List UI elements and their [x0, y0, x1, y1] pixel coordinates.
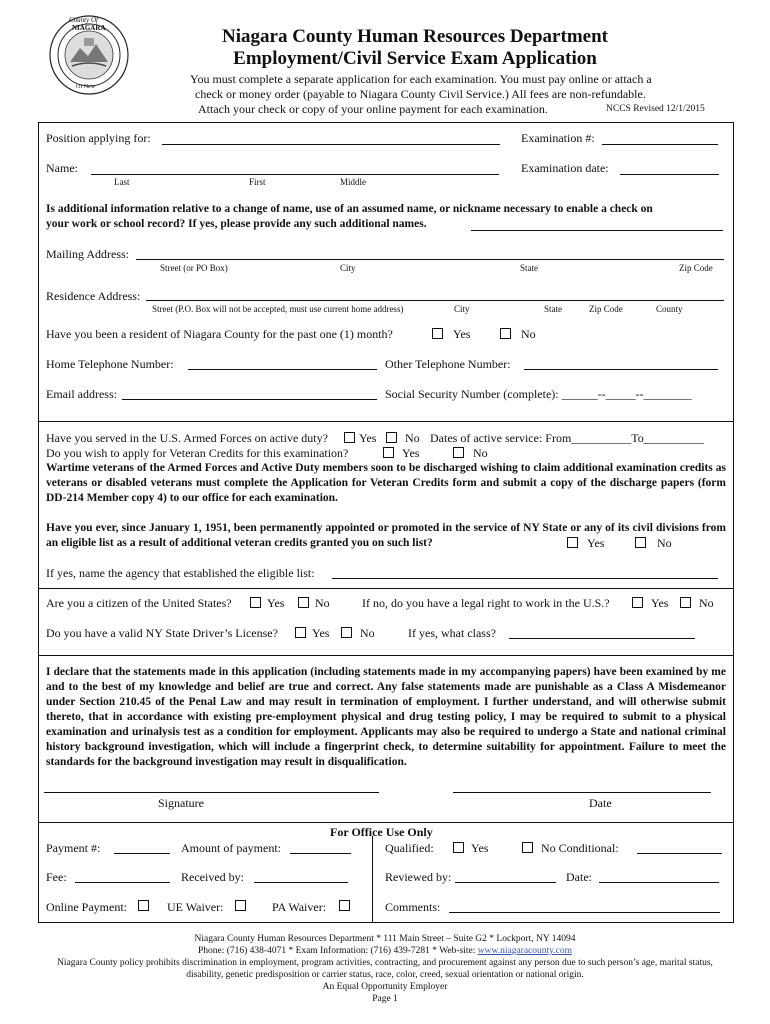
served-no-label: No [405, 431, 420, 445]
online-payment-label: Online Payment: [46, 900, 127, 914]
work-yes-label: Yes [651, 596, 669, 610]
section-divider-3 [38, 655, 734, 656]
agency-question: If yes, name the agency that established the eligible list: [46, 566, 315, 580]
resident-no-checkbox[interactable] [500, 328, 511, 339]
exam-number-label: Examination #: [521, 131, 595, 145]
signature-field[interactable] [44, 792, 379, 793]
agency-field[interactable] [332, 578, 718, 579]
intro-line-2: check or money order (payable to Niagara County Civil Service.) All fees are non-refundable. [195, 87, 646, 101]
served-yes-checkbox[interactable] [344, 432, 355, 443]
office-vertical-divider [372, 836, 373, 923]
footer-policy-1: Niagara County policy prohibits discrimination in employment, program activities, contracting, and procurement against any person due to such person’s age, marital status, [57, 958, 713, 968]
pa-waiver-checkbox[interactable] [339, 900, 350, 911]
footer-contact [0, 946, 770, 956]
residence-street-caption: Street (P.O. Box will not be accepted, must use current home address) [152, 304, 404, 314]
section-divider-1 [38, 421, 734, 422]
qualified-no-conditional-label: No Conditional: [541, 841, 619, 855]
revised-note: NCCS Revised 12/1/2015 [606, 104, 705, 114]
footer-policy-2: disability, genetic predisposition or carrier status, race, color, creed, sexual orientation or national origin. [186, 970, 584, 980]
credits-no-checkbox[interactable] [453, 447, 464, 458]
wartime-veterans-notice: Wartime veterans of the Armed Forces and Active Duty members soon to be discharged wishing to claim additional examination credits as veterans or disabled veterans must complete the Application for Veteran Credits form and submit a copy of the discharge papers (form DD-214 Member copy 4) to our office for each examination. [46, 462, 726, 504]
qualified-label: Qualified: [385, 841, 434, 855]
served-yes-label: Yes [359, 431, 377, 445]
footer-phone-text: Phone: (716) 438-4071 * Exam Information: (716) 439-7281 * Web-site: [197, 946, 476, 956]
ssn-label: Social Security Number (complete): ______--_____--________ [385, 387, 692, 401]
residence-city-caption: City [454, 304, 470, 314]
permanent-no-label: No [654, 536, 675, 551]
permanent-appointment-question: Have you ever, since January 1, 1951, been permanently appointed or promoted in the service of NY State or any of its civil divisions from an eligible list as a result of additional veteran credits granted you on such list? [46, 522, 726, 549]
form-title-1: Niagara County Human Resources Department [222, 26, 608, 47]
citizen-question: Are you a citizen of the United States? [46, 596, 232, 610]
residence-state-caption: State [544, 304, 562, 314]
license-question: Do you have a valid NY State Driver’s License? [46, 626, 278, 640]
seal-text-top: County Of [69, 16, 98, 24]
payment-number-field[interactable] [114, 853, 170, 854]
additional-info-question-2: your work or school record? If yes, please provide any such additional names. [46, 218, 427, 230]
reviewed-by-label: Reviewed by: [385, 870, 452, 884]
mailing-state-caption: State [520, 263, 538, 273]
other-phone-label: Other Telephone Number: [385, 357, 511, 371]
mailing-city-caption: City [340, 263, 356, 273]
fee-label: Fee: [46, 870, 67, 884]
credits-yes-label: Yes [402, 446, 420, 460]
permanent-yes-checkbox[interactable] [567, 537, 578, 548]
served-no-checkbox[interactable] [386, 432, 397, 443]
email-label: Email address: [46, 387, 117, 401]
form-title-2: Employment/Civil Service Exam Application [233, 48, 597, 69]
footer-eoe: An Equal Opportunity Employer [322, 982, 448, 992]
permanent-no-checkbox[interactable] [635, 537, 646, 548]
service-dates: Dates of active service: From__________To__________ [430, 431, 704, 445]
resident-yes-checkbox[interactable] [432, 328, 443, 339]
license-no-label: No [360, 626, 375, 640]
name-field[interactable] [91, 174, 499, 175]
other-phone-field[interactable] [524, 369, 718, 370]
mailing-street-caption: Street (or PO Box) [160, 263, 228, 273]
citizen-yes-checkbox[interactable] [250, 597, 261, 608]
residence-address-field[interactable] [146, 300, 724, 301]
name-middle-caption: Middle [340, 177, 366, 187]
work-no-label: No [699, 596, 714, 610]
license-yes-checkbox[interactable] [295, 627, 306, 638]
footer-address: Niagara County Human Resources Department * 111 Main Street – Suite G2 * Lockport, NY 14094 [194, 934, 576, 944]
position-label: Position applying for: [46, 131, 151, 145]
residence-address-label: Residence Address: [46, 289, 141, 303]
exam-date-label: Examination date: [521, 161, 609, 175]
office-date-label: Date: [566, 870, 592, 884]
payment-number-label: Payment #: [46, 841, 101, 855]
seal-text-mid: NIAGARA [72, 24, 106, 32]
declaration-text: I declare that the statements made in this application (including statements made in my accompanying papers) have been examined by me and to the best of my knowledge and belief are true and correct. Any false statements made are punishable as a Class A Misdemeanor under Section 210.45 of the Penal Law and may result in termination of employment. I further understand, and will otherwise submit thereto, that in accordance with existing pre-employment physical and drug testing policy, I may be required to submit to a physical examination and urinalysis test as a condition for employment. Applicants may also be required to undergo a State and national criminal history background investigation, which will include a fingerprint check, to determine suitability for appointment. Failure to meet the standards for the background investigation may result in disqualification. [46, 666, 726, 768]
home-phone-label: Home Telephone Number: [46, 357, 174, 371]
intro-line-1: You must complete a separate application for each examination. You must pay online or attach a [190, 72, 652, 86]
position-field[interactable] [162, 144, 500, 145]
qualified-yes-label: Yes [471, 841, 489, 855]
permanent-yes-label: Yes [584, 536, 607, 551]
license-yes-label: Yes [312, 626, 330, 640]
home-phone-field[interactable] [188, 369, 377, 370]
credits-no-label: No [473, 446, 488, 460]
served-question: Have you served in the U.S. Armed Forces on active duty? [46, 431, 328, 445]
page-number: Page 1 [372, 994, 398, 1004]
name-last-caption: Last [114, 177, 130, 187]
mailing-address-field[interactable] [136, 259, 724, 260]
veteran-credits-question: Do you wish to apply for Veteran Credits for this examination? [46, 446, 349, 460]
name-first-caption: First [249, 177, 266, 187]
exam-date-field[interactable] [620, 174, 719, 175]
website-link[interactable]: www.niagaracounty.com [477, 946, 573, 956]
resident-question: Have you been a resident of Niagara County for the past one (1) month? [46, 327, 393, 341]
amount-label: Amount of payment: [181, 841, 281, 855]
date-field[interactable] [453, 792, 711, 793]
pa-waiver-label: PA Waiver: [272, 900, 327, 914]
residence-county-caption: County [656, 304, 683, 314]
conditional-field[interactable] [637, 853, 722, 854]
online-payment-checkbox[interactable] [138, 900, 149, 911]
section-divider-2 [38, 588, 734, 589]
office-use-title: For Office Use Only [330, 825, 433, 839]
citizen-no-checkbox[interactable] [298, 597, 309, 608]
comments-field[interactable] [449, 912, 720, 913]
resident-yes-label: Yes [453, 327, 471, 341]
received-by-field[interactable] [254, 882, 348, 883]
ue-waiver-label: UE Waiver: [167, 900, 224, 914]
additional-names-field[interactable] [471, 230, 723, 231]
comments-label: Comments: [385, 900, 441, 914]
citizen-no-label: No [315, 596, 330, 610]
license-no-checkbox[interactable] [341, 627, 352, 638]
date-label: Date [589, 796, 612, 810]
seal-text-bottom: Of New [76, 84, 96, 90]
received-by-label: Received by: [181, 870, 244, 884]
section-divider-4 [38, 822, 734, 823]
work-yes-checkbox[interactable] [632, 597, 643, 608]
name-label: Name: [46, 161, 78, 175]
additional-info-question-1: Is additional information relative to a change of name, use of an assumed name, or nickname necessary to enable a check on [46, 203, 653, 215]
qualified-no-checkbox[interactable] [522, 842, 533, 853]
mailing-zip-caption: Zip Code [679, 263, 713, 273]
ue-waiver-checkbox[interactable] [235, 900, 246, 911]
citizen-yes-label: Yes [267, 596, 285, 610]
signature-label: Signature [158, 796, 204, 810]
qualified-yes-checkbox[interactable] [453, 842, 464, 853]
fee-field[interactable] [75, 882, 170, 883]
office-date-field[interactable] [599, 882, 719, 883]
email-field[interactable] [122, 399, 377, 400]
credits-yes-checkbox[interactable] [383, 447, 394, 458]
license-class-field[interactable] [509, 638, 695, 639]
residence-zip-caption: Zip Code [589, 304, 623, 314]
exam-number-field[interactable] [602, 144, 718, 145]
intro-line-3: Attach your check or copy of your online payment for each examination. [198, 102, 548, 116]
mailing-address-label: Mailing Address: [46, 247, 129, 261]
license-class-question: If yes, what class? [408, 626, 496, 640]
work-no-checkbox[interactable] [680, 597, 691, 608]
amount-field[interactable] [290, 853, 351, 854]
work-right-question: If no, do you have a legal right to work in the U.S.? [362, 596, 610, 610]
resident-no-label: No [521, 327, 536, 341]
reviewed-by-field[interactable] [455, 882, 556, 883]
